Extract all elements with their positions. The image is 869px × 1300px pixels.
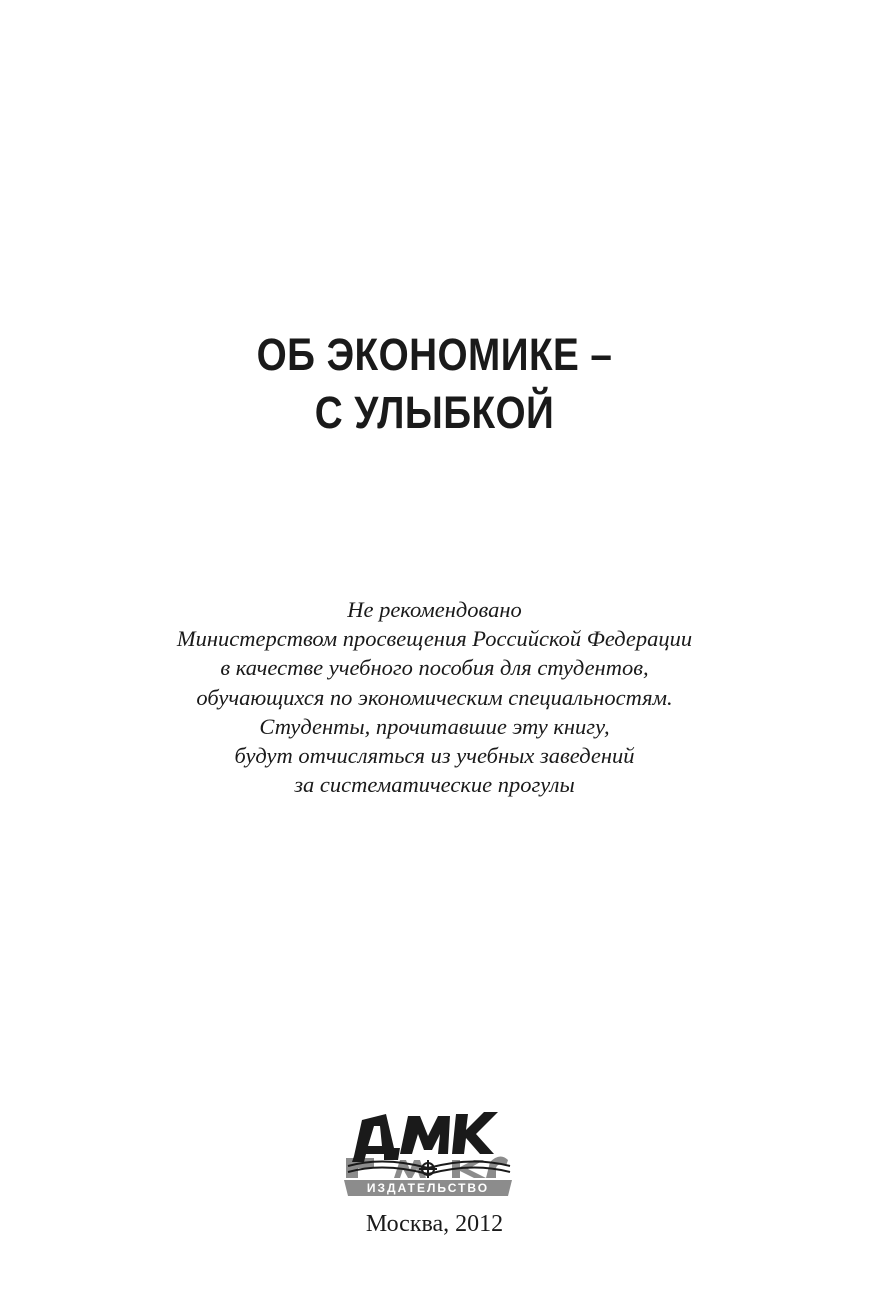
imprint-city-year: Москва, 2012 bbox=[365, 1211, 504, 1237]
notice-line: за систематические прогулы bbox=[294, 772, 575, 798]
notice-line: будут отчисляться из учебных заведений bbox=[234, 743, 635, 769]
book-title-line-1: ОБ ЭКОНОМИКЕ – bbox=[256, 329, 613, 380]
notice-line: Министерством просвещения Российской Федерации bbox=[176, 626, 693, 652]
publisher-logo bbox=[340, 1106, 516, 1198]
notice-line: обучающихся по экономическим специальностям. bbox=[196, 684, 673, 710]
logo-letters bbox=[352, 1112, 498, 1162]
book-title-line-2: С УЛЫБКОЙ bbox=[314, 387, 555, 438]
book-title bbox=[61, 326, 808, 442]
notice-line: Не рекомендовано bbox=[347, 597, 522, 622]
notice-line: Студенты, прочитавшие эту книгу, bbox=[259, 713, 610, 739]
logo-subtext: ИЗДАТЕЛЬСТВО bbox=[366, 1181, 490, 1195]
disclaimer-notice bbox=[0, 595, 869, 799]
notice-line: в качестве учебного пособия для студентов, bbox=[220, 655, 649, 681]
